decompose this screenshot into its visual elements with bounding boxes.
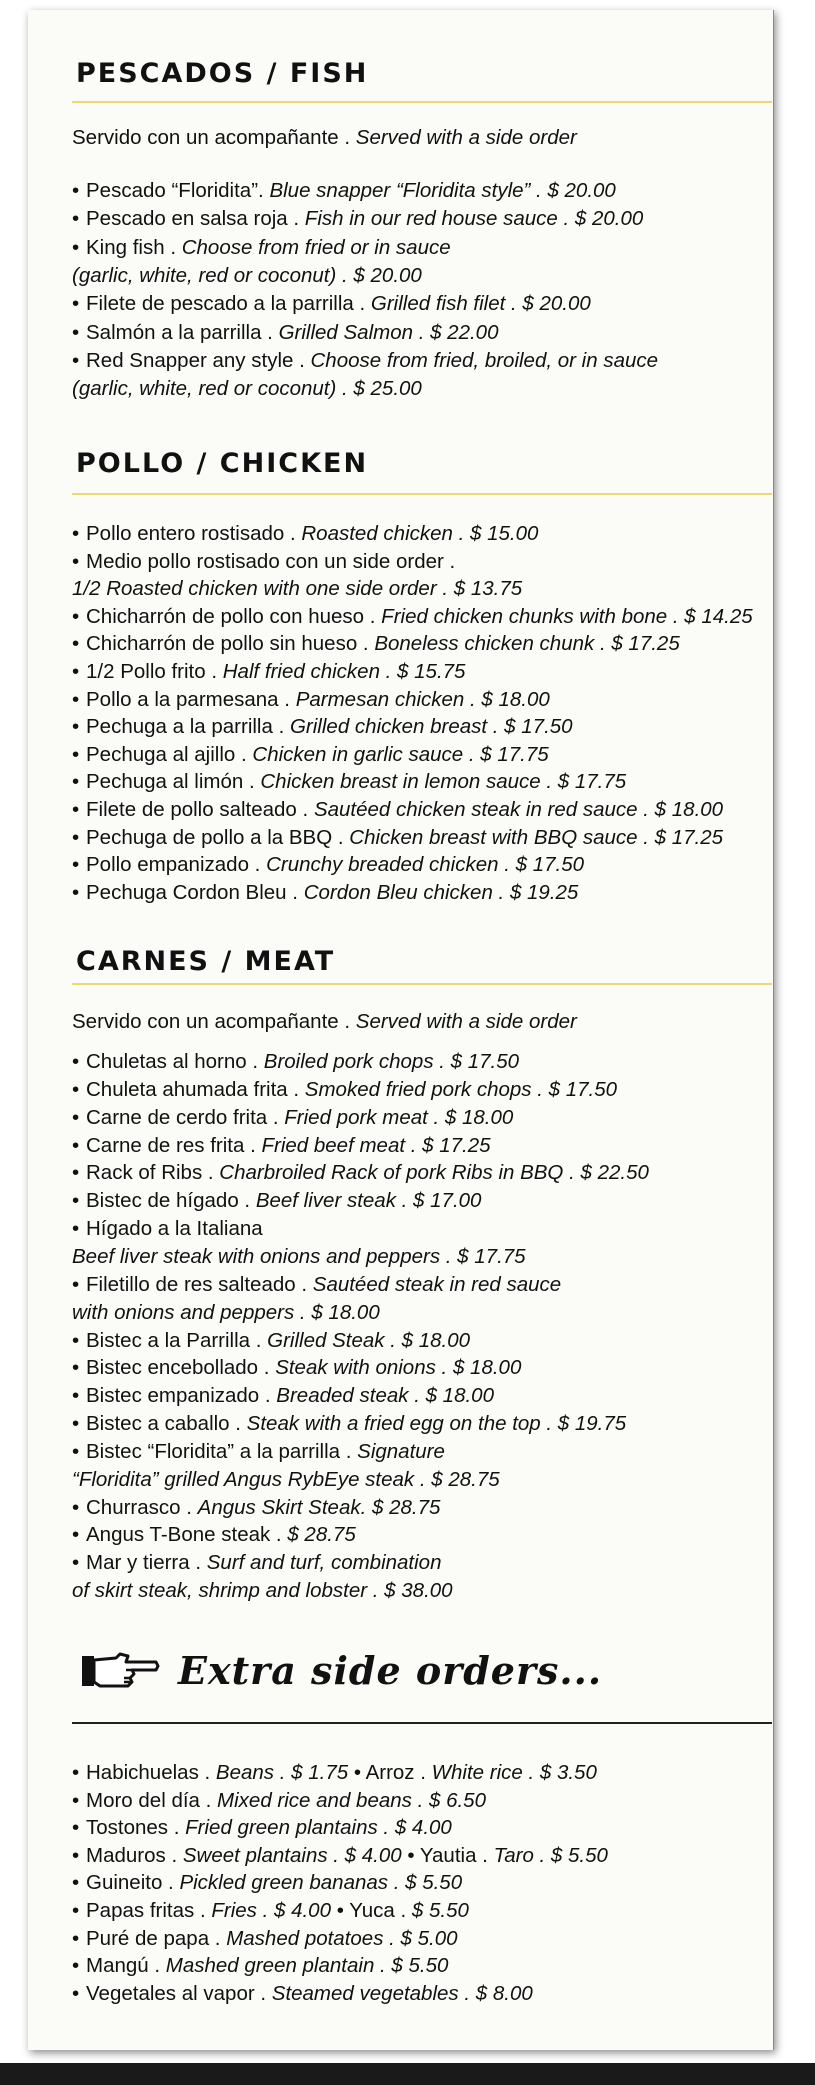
bullet: • (72, 770, 80, 794)
menu-item (72, 349, 658, 373)
item-description-en: Mashed green plantain . $ 5.50 (165, 1954, 449, 1978)
menu-item (72, 1440, 445, 1464)
section-rule-fish (72, 101, 772, 103)
menu-item (72, 236, 451, 260)
menu-item (72, 1050, 519, 1074)
menu-item (72, 1982, 533, 2006)
item-name-es: Maduros . (86, 1843, 183, 1867)
item-name-es: Pechuga Cordon Bleu . (86, 880, 304, 904)
item-name-es: Bistec “Floridita” a la parrilla . (86, 1439, 358, 1463)
item-description-en: Surf and turf, combination (206, 1551, 442, 1575)
item-name-es: Carne de cerdo frita . (86, 1105, 285, 1129)
item-name-es: Angus T-Bone steak . (86, 1523, 288, 1547)
item-name-es: Red Snapper any style . (86, 348, 311, 372)
bullet: • (72, 1871, 80, 1895)
item-name-es: Churrasco . (86, 1495, 198, 1519)
item-description-en: $ 5.50 (411, 1899, 469, 1922)
item-name-es: • Yuca . (336, 1899, 412, 1922)
pointing-hand-icon (80, 1648, 160, 1692)
item-name-es: Guineito . (86, 1871, 180, 1895)
bullet: • (72, 1105, 80, 1129)
item-description-en: Smoked fried pork chops . $ 17.50 (304, 1077, 618, 1101)
section-rule-sides (72, 1722, 772, 1724)
section-rule-chicken (72, 493, 772, 495)
item-name-es: Hígado a la Italiana (86, 1217, 263, 1241)
menu-item (72, 1551, 442, 1575)
item-description-en: Roasted chicken . $ 15.00 (301, 522, 539, 545)
item-description-en: with onions and peppers . $ 18.00 (72, 1300, 380, 1324)
item-description-en: Grilled Steak . $ 18.00 (267, 1328, 470, 1352)
item-name-es: Chicharrón de pollo sin hueso . (86, 632, 375, 656)
item-description-en: Steak with a fried egg on the top . $ 19.75 (246, 1412, 627, 1436)
item-description-en: Sautéed chicken steak in red sauce . $ 18.00 (313, 798, 724, 821)
item-name-es: Pollo empanizado . (86, 853, 267, 877)
menu-item (72, 1927, 458, 1951)
menu-item (72, 853, 584, 877)
menu-item (72, 632, 680, 656)
menu-item-continuation (72, 377, 422, 401)
item-description-en: $ 28.75 (287, 1523, 356, 1547)
section-title-meat: CARNES / MEAT (76, 946, 336, 977)
serving-note-fish: Servido con un acompañante . Served with a side order (72, 126, 577, 149)
bullet: • (72, 1495, 80, 1519)
item-description-en: Cordon Bleu chicken . $ 19.25 (303, 880, 579, 904)
bullet: • (72, 1788, 80, 1812)
item-name-es: • Arroz . (353, 1761, 432, 1784)
item-description-en: (garlic, white, red or coconut) . $ 20.00 (72, 263, 422, 287)
menu-item (72, 826, 723, 850)
item-description-en: Pickled green bananas . $ 5.50 (179, 1871, 463, 1895)
menu-item (72, 1273, 561, 1297)
item-description-en: Broiled pork chops . $ 17.50 (263, 1050, 520, 1073)
menu-item (72, 1189, 481, 1213)
item-name-es: Chuletas al horno . (86, 1050, 264, 1073)
bullet: • (72, 235, 80, 259)
bullet: • (72, 1161, 80, 1185)
bullet: • (72, 880, 80, 904)
item-name-es: Bistec empanizado . (86, 1384, 277, 1408)
item-description-en: Fries . $ 4.00 (211, 1899, 337, 1922)
menu-item (72, 321, 499, 345)
menu-item (72, 660, 465, 684)
bullet: • (72, 604, 80, 628)
menu-item (72, 1523, 356, 1547)
section-title-fish: PESCADOS / FISH (76, 58, 369, 89)
item-description-en: Signature (357, 1439, 445, 1463)
menu-item (72, 1899, 469, 1923)
item-name-es: Pescado “Floridita”. (86, 179, 270, 202)
item-name-es: Pollo a la parmesana . (86, 687, 296, 711)
bullet: • (72, 1217, 80, 1241)
bottom-band (0, 2063, 815, 2085)
item-description-en: Sweet plantains . $ 4.00 (182, 1843, 408, 1867)
item-name-es: Mar y tierra . (86, 1551, 207, 1575)
item-description-en: Crunchy breaded chicken . $ 17.50 (266, 853, 585, 877)
item-description-en: 1/2 Roasted chicken with one side order . $ 13.75 (72, 577, 523, 601)
bullet: • (72, 1272, 80, 1296)
item-description-en: Parmesan chicken . $ 18.00 (295, 687, 550, 711)
bullet: • (72, 549, 80, 573)
menu-item (72, 1871, 462, 1895)
extra-side-orders-heading (80, 1640, 602, 1700)
item-name-es: Puré de papa . (86, 1926, 227, 1950)
item-name-es: Mangú . (86, 1954, 166, 1978)
item-name-es: Moro del día . (86, 1788, 218, 1812)
item-name-es: Pescado en salsa roja . (86, 207, 305, 231)
item-name-es: Bistec encebollado . (86, 1356, 276, 1380)
item-description-en: Grilled chicken breast . $ 17.50 (289, 715, 573, 739)
menu-item (72, 1356, 521, 1380)
item-name-es: King fish . (86, 235, 182, 259)
bullet: • (72, 1328, 80, 1352)
menu-item-continuation (72, 264, 422, 288)
bullet: • (72, 1133, 80, 1157)
menu-item-continuation (72, 1468, 500, 1492)
item-name-es: Vegetales al vapor . (86, 1981, 272, 2005)
item-description-en: Steak with onions . $ 18.00 (275, 1356, 522, 1380)
item-name-es: Chuleta ahumada frita . (86, 1077, 305, 1101)
item-name-es: Medio pollo rostisado con un side order . (86, 549, 456, 573)
menu-item (72, 688, 550, 712)
menu-item (72, 1329, 470, 1353)
menu-item-continuation (72, 1301, 380, 1325)
item-description-en: Beef liver steak with onions and peppers . $ 17.75 (72, 1244, 526, 1268)
item-description-en: Chicken breast in lemon sauce . $ 17.75 (260, 770, 627, 794)
menu-item (72, 1789, 486, 1813)
item-description-en: Boneless chicken chunk . $ 17.25 (374, 632, 680, 656)
item-name-es: Pollo entero rostisado . (86, 522, 302, 545)
bullet: • (72, 1843, 80, 1867)
item-description-en: Chicken breast with BBQ sauce . $ 17.25 (349, 825, 724, 849)
bullet: • (72, 825, 80, 849)
bullet: • (72, 348, 80, 372)
item-name-es: Bistec de hígado . (86, 1189, 256, 1213)
item-description-en: Angus Skirt Steak. $ 28.75 (197, 1495, 441, 1519)
item-description-en: Fried pork meat . $ 18.00 (284, 1105, 514, 1129)
item-description-en: Charbroiled Rack of pork Ribs in BBQ . $ 22.50 (219, 1161, 649, 1185)
menu-item (72, 1844, 608, 1868)
bullet: • (72, 1761, 80, 1784)
menu-item (72, 715, 573, 739)
bullet: • (72, 1077, 80, 1101)
item-description-en: Taro . $ 5.50 (493, 1843, 608, 1867)
item-name-es: Tostones . (86, 1816, 186, 1840)
item-name-es: Chicharrón de pollo con hueso . (86, 604, 382, 628)
section-title-chicken: POLLO / CHICKEN (76, 448, 369, 479)
bullet: • (72, 1981, 80, 2005)
menu-item (72, 522, 538, 546)
item-description-en: Mixed rice and beans . $ 6.50 (217, 1788, 486, 1812)
bullet: • (72, 1439, 80, 1463)
bullet: • (72, 1050, 80, 1073)
bullet: • (72, 1356, 80, 1380)
menu-item (72, 1496, 440, 1520)
menu-item (72, 1106, 513, 1130)
bullet: • (72, 1189, 80, 1213)
menu-item (72, 1078, 617, 1102)
item-name-es: Filete de pollo salteado . (86, 798, 314, 821)
bullet: • (72, 742, 80, 766)
item-name-es: Bistec a la Parrilla . (86, 1328, 268, 1352)
bullet: • (72, 1816, 80, 1840)
item-name-es: Habichuelas . (86, 1761, 216, 1784)
item-name-es: Rack of Ribs . (86, 1161, 220, 1185)
item-name-es: • Yautia . (407, 1843, 494, 1867)
item-description-en: Fried beef meat . $ 17.25 (261, 1133, 491, 1157)
bullet: • (72, 660, 80, 683)
section-rule-meat (72, 983, 772, 985)
item-description-en: Fried green plantains . $ 4.00 (185, 1816, 452, 1840)
bullet: • (72, 632, 80, 656)
menu-item (72, 207, 643, 231)
item-name-es: Pechuga a la parrilla . (86, 715, 290, 739)
bullet: • (72, 320, 80, 344)
item-name-es: Salmón a la parrilla . (86, 320, 279, 344)
menu-item (72, 1816, 452, 1840)
item-description-en: Breaded steak . $ 18.00 (276, 1384, 494, 1408)
menu-item (72, 179, 616, 203)
item-description-en: Half fried chicken . $ 15.75 (222, 660, 466, 683)
item-description-en: Steamed vegetables . $ 8.00 (271, 1981, 533, 2005)
extra-side-orders-title: Extra side orders... (178, 1647, 603, 1693)
menu-item (72, 743, 549, 767)
menu-item (72, 550, 455, 574)
bullet: • (72, 1899, 80, 1922)
item-description-en: Fish in our red house sauce . $ 20.00 (304, 207, 644, 231)
menu-item (72, 1412, 626, 1436)
menu-item (72, 1161, 649, 1185)
menu-item (72, 770, 626, 794)
menu-item (72, 1384, 494, 1408)
bullet: • (72, 1523, 80, 1547)
bullet: • (72, 1954, 80, 1978)
item-description-en: White rice . $ 3.50 (431, 1761, 597, 1784)
menu-item-continuation (72, 577, 522, 601)
item-name-es: Carne de res frita . (86, 1133, 262, 1157)
bullet: • (72, 522, 80, 545)
bullet: • (72, 1551, 80, 1575)
item-description-en: Mashed potatoes . $ 5.00 (226, 1926, 458, 1950)
menu-item-continuation (72, 1245, 526, 1269)
item-name-es: Pechuga al limón . (86, 770, 261, 794)
bullet: • (72, 1384, 80, 1408)
menu-item (72, 1134, 491, 1158)
item-description-en: Beef liver steak . $ 17.00 (255, 1189, 482, 1213)
bullet: • (72, 179, 80, 202)
bullet: • (72, 687, 80, 711)
item-description-en: Choose from fried or in sauce (181, 235, 451, 259)
menu-item (72, 1761, 597, 1785)
item-description-en: Grilled Salmon . $ 22.00 (278, 320, 499, 344)
bullet: • (72, 715, 80, 739)
item-description-en: “Floridita” grilled Angus RybEye steak . $ 28.75 (72, 1467, 500, 1491)
menu-item (72, 881, 578, 905)
menu-item (72, 1217, 263, 1241)
item-name-es: Pechuga al ajillo . (86, 742, 253, 766)
item-description-en: of skirt steak, shrimp and lobster . $ 38.00 (72, 1579, 453, 1603)
bullet: • (72, 1926, 80, 1950)
menu-item-continuation (72, 1579, 453, 1603)
item-name-es: Filete de pescado a la parrilla . (86, 292, 371, 316)
item-description-en: Fried chicken chunks with bone . $ 14.25 (381, 604, 753, 628)
item-description-en: Chicken in garlic sauce . $ 17.75 (252, 742, 549, 766)
item-description-en: Beans . $ 1.75 (215, 1761, 354, 1784)
item-name-es: Pechuga de pollo a la BBQ . (86, 825, 350, 849)
item-name-es: 1/2 Pollo frito . (86, 660, 223, 683)
menu-item (72, 292, 591, 316)
bullet: • (72, 1412, 80, 1436)
item-name-es: Papas fritas . (86, 1899, 212, 1922)
item-name-es: Bistec a caballo . (86, 1412, 247, 1436)
item-description-en: Grilled fish filet . $ 20.00 (370, 292, 591, 316)
serving-note-meat: Servido con un acompañante . Served with a side order (72, 1010, 577, 1033)
bullet: • (72, 207, 80, 231)
menu-item (72, 1954, 448, 1978)
bullet: • (72, 853, 80, 877)
item-description-en: Choose from fried, broiled, or in sauce (310, 348, 659, 372)
item-name-es: Filetillo de res salteado . (86, 1272, 313, 1296)
menu-item (72, 605, 753, 629)
item-description-en: Blue snapper “Floridita style” . $ 20.00 (269, 179, 616, 202)
menu-item (72, 798, 723, 822)
item-description-en: (garlic, white, red or coconut) . $ 25.00 (72, 377, 422, 401)
bullet: • (72, 798, 80, 821)
bullet: • (72, 292, 80, 316)
item-description-en: Sautéed steak in red sauce (312, 1272, 562, 1296)
